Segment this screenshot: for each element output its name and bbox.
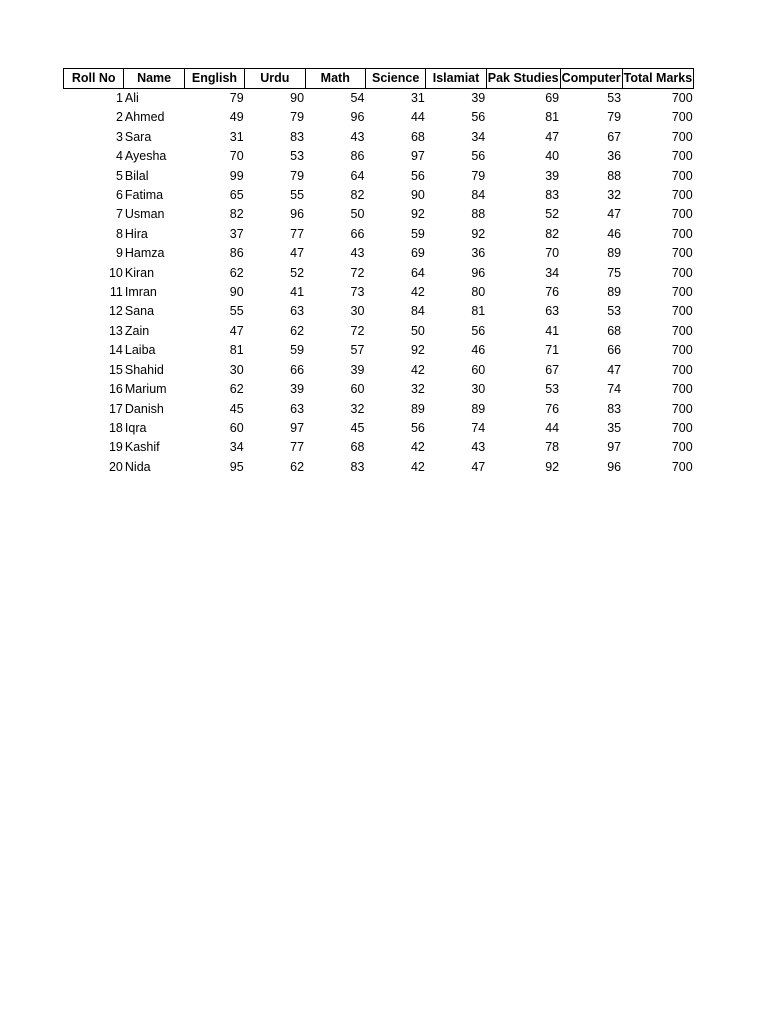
marks-cell: 69 — [545, 91, 560, 105]
marks-cell: 83 — [290, 129, 305, 144]
marks-cell: 46 — [471, 343, 486, 358]
column-header-name: Name — [124, 69, 184, 89]
marks-cell: 53 — [607, 91, 622, 105]
roll-no-cell: 15 — [108, 362, 123, 377]
marks-cell: 59 — [410, 226, 425, 241]
roll-no-cell: 18 — [108, 420, 123, 435]
roll-no-cell: 8 — [115, 226, 123, 241]
marks-cell: 70 — [229, 149, 244, 164]
marks-cell: 92 — [471, 226, 486, 241]
marks-cell: 78 — [545, 440, 560, 455]
marks-cell: 82 — [350, 188, 365, 203]
name-cell: Sana — [124, 304, 155, 319]
roll-no-cell: 3 — [115, 129, 123, 144]
marks-cell: 92 — [410, 343, 425, 358]
marks-cell: 47 — [607, 362, 622, 377]
marks-cell: 66 — [290, 362, 305, 377]
marks-cell: 700 — [671, 343, 693, 358]
marks-cell: 34 — [471, 129, 486, 144]
marks-cell: 700 — [671, 401, 693, 416]
name-cell: Ali — [124, 91, 139, 105]
marks-cell: 68 — [607, 323, 622, 338]
marks-cell: 56 — [471, 149, 486, 164]
marks-cell: 97 — [410, 149, 425, 164]
marks-cell: 47 — [545, 129, 560, 144]
marks-cell: 77 — [290, 440, 305, 455]
marks-cell: 70 — [545, 246, 560, 261]
marks-cell: 63 — [290, 304, 305, 319]
column-header-urdu: Urdu — [245, 69, 305, 89]
marks-cell: 60 — [471, 362, 486, 377]
marks-cell: 89 — [607, 246, 622, 261]
marks-cell: 83 — [545, 188, 560, 203]
marks-cell: 60 — [350, 382, 365, 397]
marks-cell: 30 — [229, 362, 244, 377]
marks-cell: 97 — [607, 440, 622, 455]
marks-cell: 32 — [410, 382, 425, 397]
marks-cell: 76 — [545, 401, 560, 416]
marks-cell: 96 — [471, 265, 486, 280]
name-cell: Imran — [124, 285, 157, 300]
marks-cell: 42 — [410, 362, 425, 377]
marks-cell: 36 — [471, 246, 486, 261]
marks-cell: 44 — [545, 420, 560, 435]
marks-cell: 53 — [290, 149, 305, 164]
table-row — [64, 225, 694, 244]
marks-cell: 81 — [229, 343, 244, 358]
marks-cell: 89 — [410, 401, 425, 416]
column-header-math: Math — [305, 69, 365, 89]
name-cell: Sara — [124, 129, 152, 144]
name-cell: Kashif — [124, 440, 160, 455]
marks-cell: 31 — [229, 129, 244, 144]
marks-cell: 97 — [290, 420, 305, 435]
marks-cell: 700 — [671, 323, 693, 338]
marks-cell: 83 — [350, 459, 365, 474]
marks-cell: 60 — [229, 420, 244, 435]
marks-cell: 40 — [545, 149, 560, 164]
marks-cell: 700 — [671, 207, 693, 222]
marks-cell: 96 — [290, 207, 305, 222]
marks-cell: 77 — [290, 226, 305, 241]
roll-no-cell: 20 — [108, 459, 123, 474]
marks-cell: 42 — [410, 459, 425, 474]
marks-cell: 79 — [607, 110, 622, 125]
marks-cell: 90 — [229, 285, 244, 300]
marks-cell: 79 — [229, 91, 244, 105]
marks-cell: 83 — [607, 401, 622, 416]
marks-cell: 71 — [545, 343, 560, 358]
roll-no-cell: 1 — [115, 91, 123, 105]
marks-cell: 53 — [607, 304, 622, 319]
marks-cell: 39 — [350, 362, 365, 377]
roll-no-cell: 7 — [115, 207, 123, 222]
marks-cell: 64 — [350, 168, 365, 183]
roll-no-cell: 11 — [109, 285, 123, 300]
marks-cell: 34 — [229, 440, 244, 455]
marks-cell: 32 — [607, 188, 622, 203]
marks-cell: 62 — [290, 459, 305, 474]
marks-cell: 39 — [545, 168, 560, 183]
marks-cell: 66 — [607, 343, 622, 358]
marks-cell: 82 — [545, 226, 560, 241]
marks-cell: 54 — [350, 91, 365, 105]
marks-cell: 32 — [350, 401, 365, 416]
table-row — [64, 108, 694, 127]
name-cell: Danish — [124, 401, 164, 416]
marks-cell: 700 — [671, 110, 693, 125]
name-cell: Bilal — [124, 168, 149, 183]
table-row — [64, 186, 694, 205]
marks-cell: 96 — [607, 459, 622, 474]
marks-cell: 47 — [607, 207, 622, 222]
marks-cell: 49 — [229, 110, 244, 125]
marks-cell: 700 — [671, 420, 693, 435]
marks-cell: 79 — [290, 110, 305, 125]
name-cell: Hamza — [124, 246, 165, 261]
table-row — [64, 244, 694, 263]
roll-no-cell: 14 — [108, 343, 123, 358]
marks-cell: 700 — [671, 285, 693, 300]
table-row — [64, 419, 694, 438]
marks-cell: 63 — [290, 401, 305, 416]
roll-no-cell: 16 — [108, 382, 123, 397]
marks-cell: 56 — [410, 420, 425, 435]
header-row — [64, 69, 694, 89]
marks-cell: 96 — [350, 110, 365, 125]
marks-cell: 68 — [410, 129, 425, 144]
marks-cell: 43 — [350, 246, 365, 261]
marks-cell: 39 — [471, 91, 486, 105]
name-cell: Zain — [124, 323, 150, 338]
marks-cell: 46 — [607, 226, 622, 241]
marks-cell: 42 — [410, 440, 425, 455]
marks-cell: 72 — [350, 265, 365, 280]
marks-cell: 86 — [229, 246, 244, 261]
column-header-pak-studies: Pak Studies — [486, 69, 560, 89]
marks-cell: 84 — [471, 188, 486, 203]
marks-cell: 67 — [545, 362, 560, 377]
column-header-science: Science — [365, 69, 425, 89]
table-row — [64, 89, 694, 109]
marks-cell: 65 — [229, 188, 244, 203]
marks-cell: 700 — [671, 149, 693, 164]
name-cell: Ahmed — [124, 110, 165, 125]
marks-cell: 31 — [410, 91, 425, 105]
column-header-english: English — [184, 69, 244, 89]
marks-cell: 700 — [671, 226, 693, 241]
name-cell: Shahid — [124, 362, 164, 377]
table-row — [64, 302, 694, 321]
marks-cell: 45 — [229, 401, 244, 416]
marks-cell: 57 — [350, 343, 365, 358]
marks-cell: 64 — [410, 265, 425, 280]
marks-cell: 75 — [607, 265, 622, 280]
roll-no-cell: 12 — [108, 304, 123, 319]
marks-cell: 45 — [350, 420, 365, 435]
table-row — [64, 341, 694, 360]
marks-cell: 88 — [607, 168, 622, 183]
marks-cell: 90 — [290, 91, 305, 105]
name-cell: Fatima — [124, 188, 164, 203]
table-row — [64, 147, 694, 166]
marks-cell: 69 — [410, 246, 425, 261]
column-header-roll-no: Roll No — [64, 69, 124, 89]
table-row — [64, 361, 694, 380]
marks-cell: 73 — [350, 285, 365, 300]
marks-cell: 700 — [671, 265, 693, 280]
marks-cell: 62 — [229, 265, 244, 280]
marks-cell: 59 — [290, 343, 305, 358]
marks-cell: 66 — [350, 226, 365, 241]
table-row — [64, 438, 694, 457]
table-row — [64, 283, 694, 302]
name-cell: Usman — [124, 207, 165, 222]
marks-cell: 700 — [671, 91, 693, 105]
marks-cell: 700 — [671, 304, 693, 319]
marks-cell: 86 — [350, 149, 365, 164]
table-row — [64, 167, 694, 186]
table-header — [64, 69, 694, 89]
marks-cell: 700 — [671, 362, 693, 377]
name-cell: Ayesha — [124, 149, 167, 164]
marks-cell: 700 — [671, 440, 693, 455]
marks-cell: 34 — [545, 265, 560, 280]
roll-no-cell: 17 — [108, 401, 123, 416]
name-cell: Hira — [124, 226, 148, 241]
roll-no-cell: 5 — [115, 168, 123, 183]
marks-cell: 700 — [671, 246, 693, 261]
marks-table — [63, 68, 694, 477]
table-row — [64, 400, 694, 419]
roll-no-cell: 6 — [115, 188, 123, 203]
marks-cell: 42 — [410, 285, 425, 300]
marks-cell: 56 — [471, 110, 486, 125]
marks-cell: 81 — [471, 304, 486, 319]
marks-cell: 74 — [607, 382, 622, 397]
marks-cell: 92 — [410, 207, 425, 222]
marks-cell: 79 — [471, 168, 486, 183]
marks-cell: 88 — [471, 207, 486, 222]
marks-cell: 41 — [290, 285, 305, 300]
marks-cell: 47 — [471, 459, 486, 474]
marks-cell: 80 — [471, 285, 486, 300]
marks-cell: 47 — [229, 323, 244, 338]
name-cell: Marium — [124, 382, 167, 397]
marks-cell: 74 — [471, 420, 486, 435]
name-cell: Kiran — [124, 265, 155, 280]
marks-cell: 37 — [229, 226, 244, 241]
marks-cell: 67 — [607, 129, 622, 144]
marks-cell: 700 — [671, 382, 693, 397]
marks-cell: 53 — [545, 382, 560, 397]
table-row — [64, 380, 694, 399]
marks-cell: 52 — [290, 265, 305, 280]
marks-cell: 76 — [545, 285, 560, 300]
roll-no-cell: 19 — [108, 440, 123, 455]
marks-cell: 81 — [545, 110, 560, 125]
marks-cell: 84 — [410, 304, 425, 319]
roll-no-cell: 13 — [108, 323, 123, 338]
marks-cell: 47 — [290, 246, 305, 261]
marks-cell: 43 — [471, 440, 486, 455]
marks-cell: 30 — [350, 304, 365, 319]
name-cell: Laiba — [124, 343, 156, 358]
marks-cell: 700 — [671, 188, 693, 203]
marks-cell: 95 — [229, 459, 244, 474]
marks-cell: 30 — [471, 382, 486, 397]
roll-no-cell: 4 — [115, 149, 123, 164]
marks-cell: 56 — [410, 168, 425, 183]
column-header-total-marks: Total Marks — [622, 69, 694, 89]
roll-no-cell: 10 — [108, 265, 123, 280]
name-cell: Iqra — [124, 420, 147, 435]
marks-cell: 36 — [607, 149, 622, 164]
table-row — [64, 205, 694, 224]
marks-cell: 52 — [545, 207, 560, 222]
marks-cell: 700 — [671, 168, 693, 183]
column-header-islamiat: Islamiat — [426, 69, 486, 89]
roll-no-cell: 9 — [115, 246, 123, 261]
marks-cell: 90 — [410, 188, 425, 203]
marks-cell: 50 — [410, 323, 425, 338]
table-row — [64, 128, 694, 147]
marks-cell: 43 — [350, 129, 365, 144]
column-header-computer: Computer — [560, 69, 622, 89]
marks-cell: 56 — [471, 323, 486, 338]
marks-cell: 79 — [290, 168, 305, 183]
name-cell: Nida — [124, 459, 151, 474]
roll-no-cell: 2 — [115, 110, 123, 125]
marks-cell: 41 — [545, 323, 560, 338]
marks-cell: 89 — [607, 285, 622, 300]
marks-cell: 62 — [229, 382, 244, 397]
marks-cell: 92 — [545, 459, 560, 474]
table-row — [64, 458, 694, 477]
marks-cell: 700 — [671, 129, 693, 144]
marks-cell: 72 — [350, 323, 365, 338]
marks-cell: 35 — [607, 420, 622, 435]
table-row — [64, 264, 694, 283]
marks-cell: 700 — [671, 459, 693, 474]
marks-cell: 63 — [545, 304, 560, 319]
marks-cell: 99 — [229, 168, 244, 183]
marks-cell: 39 — [290, 382, 305, 397]
marks-cell: 44 — [410, 110, 425, 125]
marks-cell: 62 — [290, 323, 305, 338]
table-body — [64, 89, 694, 478]
marks-cell: 82 — [229, 207, 244, 222]
marks-cell: 89 — [471, 401, 486, 416]
marks-cell: 55 — [229, 304, 244, 319]
marks-cell: 68 — [350, 440, 365, 455]
table-row — [64, 322, 694, 341]
marks-cell: 55 — [290, 188, 305, 203]
marks-cell: 50 — [350, 207, 365, 222]
